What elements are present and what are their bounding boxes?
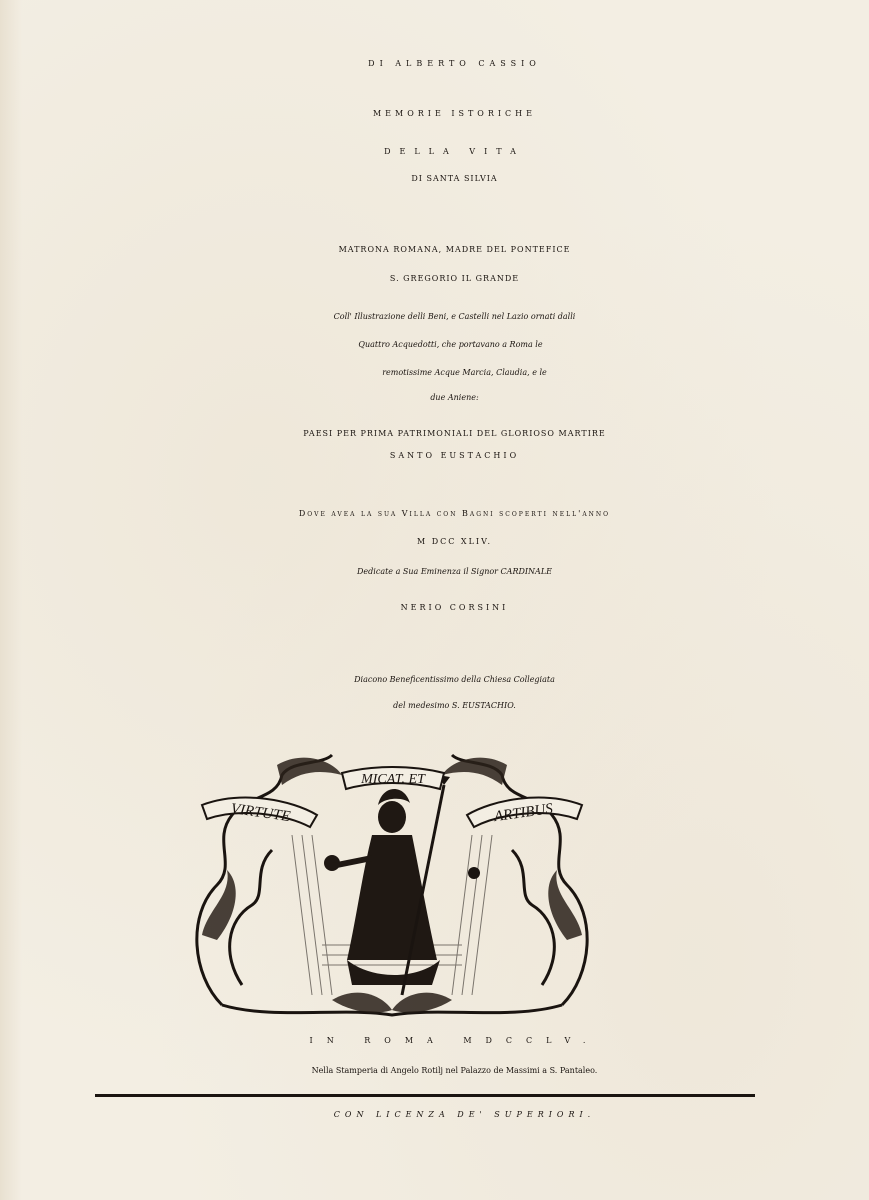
motto-left: VIRTUTE xyxy=(229,800,292,826)
licence-line: CON LICENZA DE' SUPERIORI. xyxy=(333,1110,596,1119)
author-line: DI ALBERTO CASSIO xyxy=(368,59,541,68)
matrona-line: MATRONA ROMANA, MADRE DEL PONTEFICE xyxy=(338,245,571,254)
dove-line: Dove avea la sua Villa con Bagni scoperti nell'anno xyxy=(298,509,611,518)
dedicatee-title-line-1: Diacono Beneficentissimo della Chiesa Collegiata xyxy=(354,675,555,684)
dedication-line: Dedicate a Sua Eminenza il Signor CARDINALE xyxy=(357,567,552,576)
discovery-year: M DCC XLIV. xyxy=(416,537,493,546)
subtitle-line-2: Quattro Acquedotti, che portavano a Roma le xyxy=(358,340,543,349)
printers-device-emblem xyxy=(182,745,602,1020)
santo-eustachio-heading: SANTO EUSTACHIO xyxy=(389,451,520,460)
gregorio-line: S. GREGORIO IL GRANDE xyxy=(389,274,520,283)
dedicatee-title-line-2: del medesimo S. EUSTACHIO. xyxy=(393,701,516,710)
della-vita-line: DELLA VITA xyxy=(384,147,525,156)
subtitle-line-1: Coll' Illustrazione delli Beni, e Castelli nel Lazio ornati dalli xyxy=(333,312,576,321)
subtitle-line-4: due Aniene: xyxy=(430,393,479,402)
paesi-line: PAESI PER PRIMA PATRIMONIALI DEL GLORIOSO MARTIRE xyxy=(303,429,606,438)
main-title: DI SANTA SILVIA xyxy=(411,174,498,183)
subtitle-line-3: remotissime Acque Marcia, Claudia, e le xyxy=(382,368,547,377)
motto-right: ARTIBUS xyxy=(493,800,554,826)
dedicatee-name: NERIO CORSINI xyxy=(400,603,509,612)
motto-center: MICAT. ET xyxy=(361,772,425,787)
memorie-line: MEMORIE ISTORICHE xyxy=(372,109,536,118)
imprint-rule xyxy=(95,1094,755,1097)
imprint-place-year: IN ROMA MDCCLV. xyxy=(309,1036,600,1045)
imprint-printer: Nella Stamperia di Angelo Rotilj nel Palazzo de Massimi a S. Pantaleo. xyxy=(311,1066,598,1075)
